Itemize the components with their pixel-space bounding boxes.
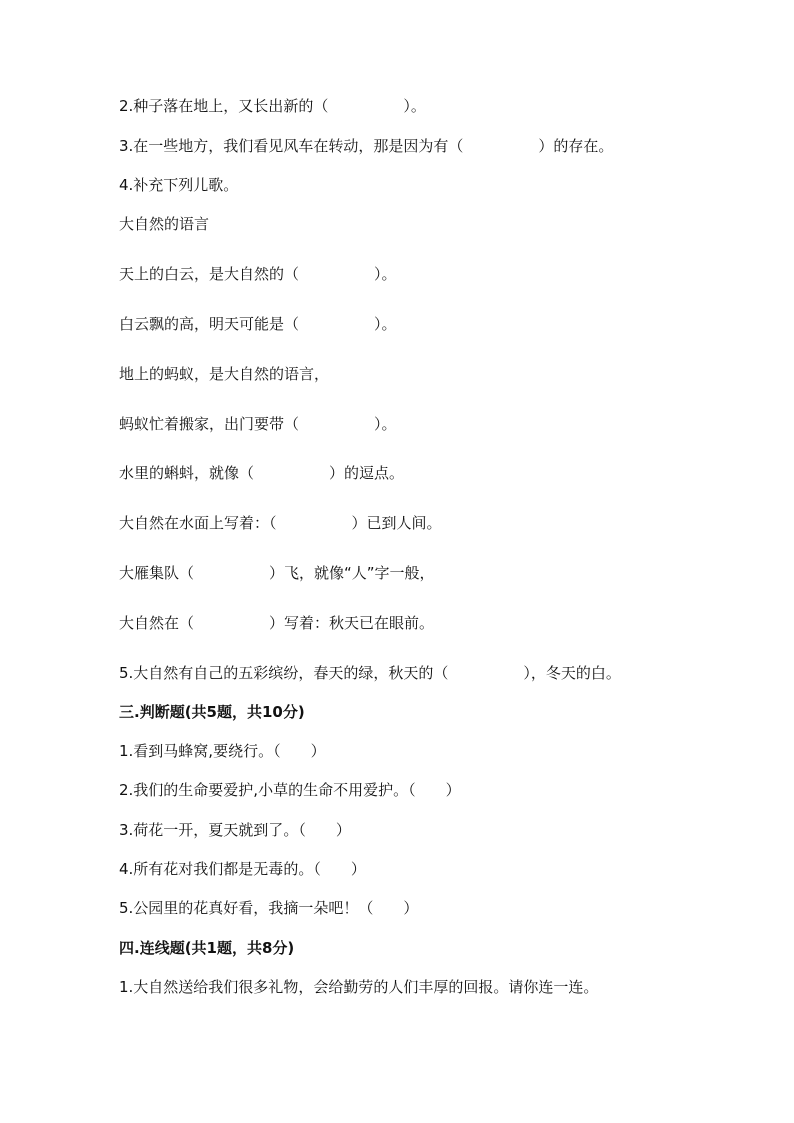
poem-line: 水里的蝌蚪，就像（ ）的逗点。 <box>119 464 405 482</box>
poem-line: 蚂蚁忙着搬家，出门要带（ ）。 <box>119 415 397 433</box>
judgment-item: 2.我们的生命要爱护,小草的生命不用爱护。（ ） <box>119 781 461 799</box>
matching-item: 1.大自然送给我们很多礼物，会给勤劳的人们丰厚的回报。请你连一连。 <box>119 978 599 996</box>
section-heading-judgment: 三.判断题(共5题，共10分) <box>119 703 305 721</box>
section-heading-matching: 四.连线题(共1题，共8分) <box>119 939 295 957</box>
poem-line: 大自然在（ ）写着：秋天已在眼前。 <box>119 614 435 632</box>
judgment-item: 5.公园里的花真好看，我摘一朵吧！（ ） <box>119 899 419 917</box>
poem-line: 大自然在水面上写着：（ ）已到人间。 <box>119 514 442 532</box>
poem-line: 地上的蚂蚁，是大自然的语言， <box>119 365 330 383</box>
poem-line: 大雁集队（ ）飞，就像“人”字一般， <box>119 564 435 582</box>
fill-question-5: 5.大自然有自己的五彩缤纷，春天的绿，秋天的（ ），冬天的白。 <box>119 664 621 682</box>
fill-question-3: 3.在一些地方，我们看见风车在转动，那是因为有（ ）的存在。 <box>119 137 614 155</box>
judgment-item: 1.看到马蜂窝,要绕行。（ ） <box>119 742 326 760</box>
fill-question-4: 4.补充下列儿歌。 <box>119 176 239 194</box>
fill-question-2: 2.种子落在地上，又长出新的（ ）。 <box>119 97 426 115</box>
judgment-item: 4.所有花对我们都是无毒的。（ ） <box>119 860 366 878</box>
judgment-item: 3.荷花一开，夏天就到了。（ ） <box>119 821 351 839</box>
poem-title: 大自然的语言 <box>119 215 210 233</box>
poem-line: 白云飘的高，明天可能是（ ）。 <box>119 315 397 333</box>
poem-line: 天上的白云，是大自然的（ ）。 <box>119 265 397 283</box>
